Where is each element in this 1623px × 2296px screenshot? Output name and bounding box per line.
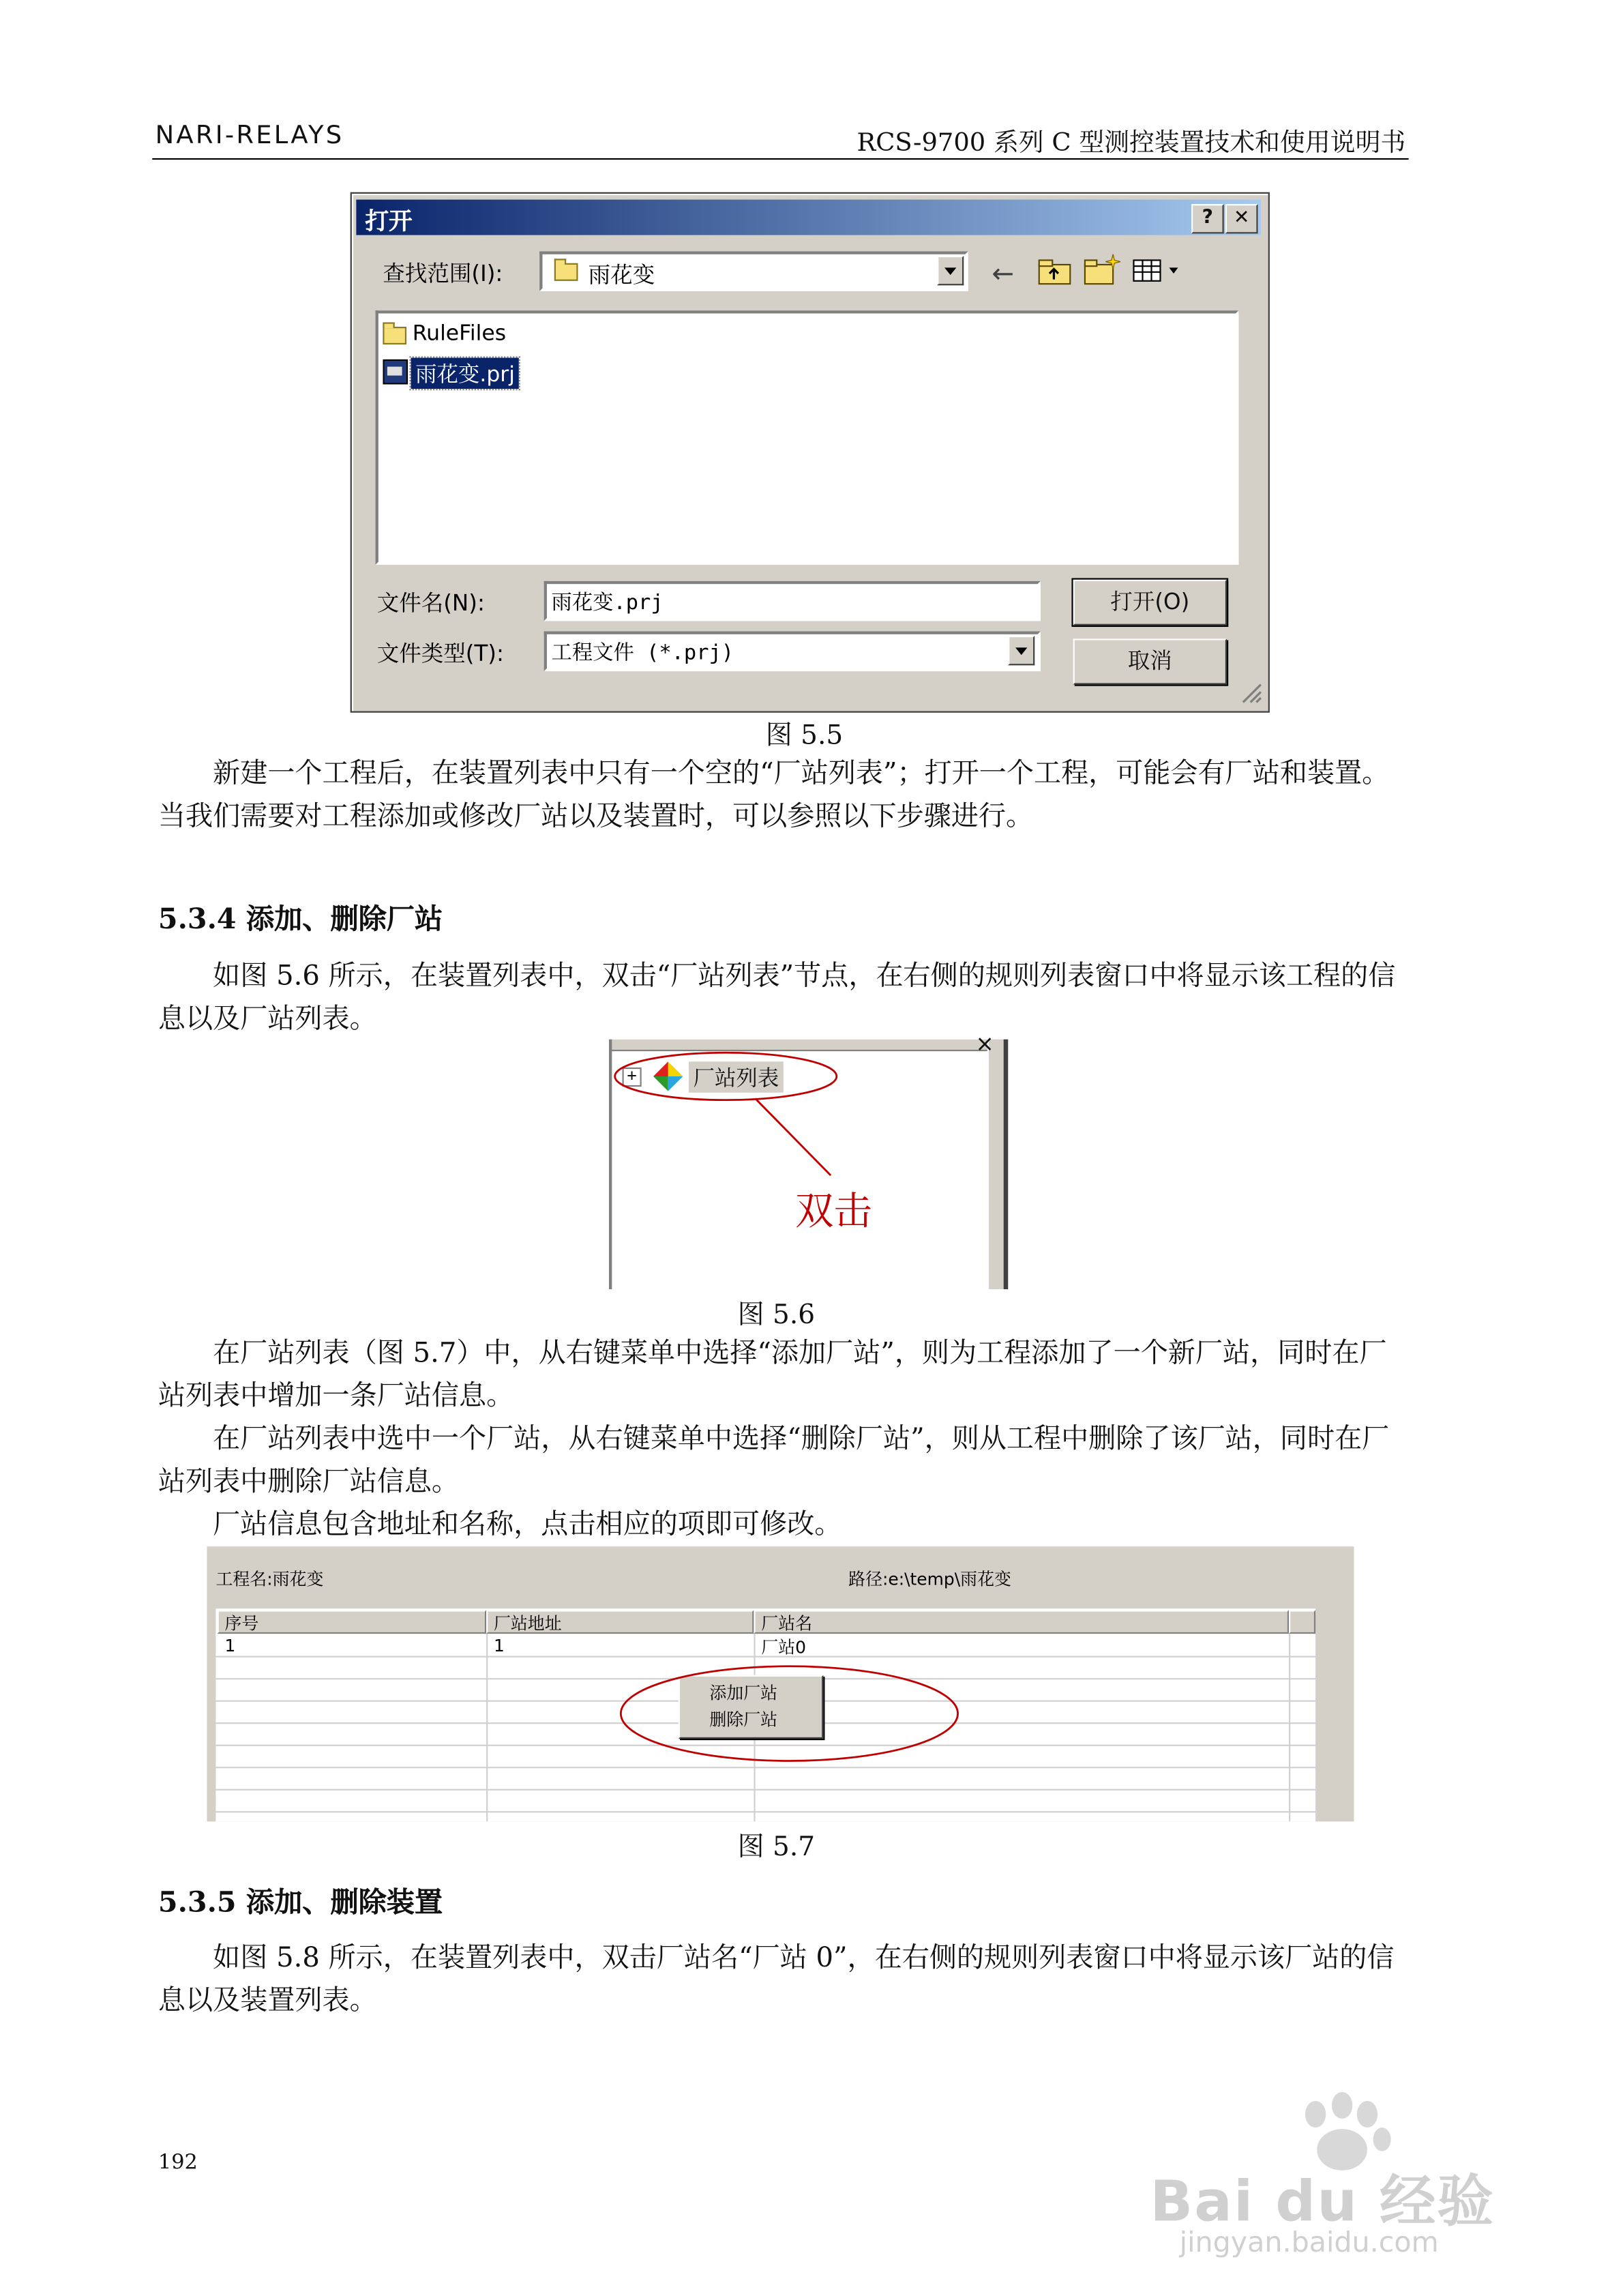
lookin-label: 查找范围(I):	[383, 260, 503, 287]
grid-line	[1289, 1634, 1290, 1821]
resize-grip-icon[interactable]	[1238, 680, 1262, 704]
header-title: RCS-9700 系列 C 型测控装置技术和使用说明书	[857, 128, 1406, 158]
folder-icon	[554, 263, 578, 281]
tree-expand-icon[interactable]: +	[623, 1068, 642, 1087]
section-heading: 5.3.4 添加、删除厂站	[158, 903, 443, 937]
up-folder-icon[interactable]	[1038, 256, 1073, 285]
paragraph: 如图 5.6 所示，在装置列表中，双击“厂站列表”节点，在右侧的规则列表窗口中将显示该工程的信息以及厂站列表。	[158, 960, 1396, 1035]
paragraph: 新建一个工程后，在装置列表中只有一个空的“厂站列表”；打开一个工程，可能会有厂站和装置。当我们需要对工程添加或修改厂站以及装置时，可以参照以下步骤进行。	[158, 758, 1390, 833]
figure-caption: 图 5.5	[765, 720, 844, 752]
project-name-label: 工程名:雨花变	[215, 1568, 324, 1590]
dialog-title: 打开	[365, 207, 413, 235]
cell-index[interactable]: 1	[224, 1635, 236, 1656]
filename-label: 文件名(N):	[376, 589, 485, 617]
file-item-rulefiles[interactable]: RuleFiles	[412, 322, 507, 347]
annotation-overlay	[609, 1040, 1008, 1289]
paragraph: 在厂站列表（图 5.7）中，从右键菜单中选择“添加厂站”，则为工程添加了一个新厂站，同时在厂站列表中增加一条厂站信息。	[158, 1338, 1387, 1412]
back-arrow-icon[interactable]: ←	[992, 259, 1015, 290]
menu-item-add-station[interactable]: 添加厂站	[709, 1682, 778, 1703]
paragraph: 在厂站列表中选中一个厂站，从右键菜单中选择“删除厂站”，则从工程中删除了该厂站，同时在厂站列表中删除厂站信息。	[158, 1424, 1390, 1498]
filetype-label: 文件类型(T):	[376, 640, 504, 667]
cancel-button[interactable]: 取消	[1073, 638, 1227, 684]
header-left: NARI-RELAYS	[155, 121, 344, 151]
menu-item-delete-station[interactable]: 删除厂站	[709, 1709, 778, 1730]
folder-icon	[383, 327, 406, 344]
column-header-filler	[1289, 1610, 1315, 1634]
grid-line	[215, 1811, 1315, 1812]
paragraph: 如图 5.8 所示，在装置列表中，双击厂站名“厂站 0”，在右侧的规则列表窗口中将显示该厂站的信息以及装置列表。	[158, 1943, 1395, 2017]
figure-caption: 图 5.7	[737, 1831, 816, 1864]
paragraph: 厂站信息包含地址和名称，点击相应的项即可修改。	[213, 1510, 842, 1541]
annotation-double-click: 双击	[795, 1190, 872, 1235]
view-menu-icon[interactable]	[1132, 257, 1185, 284]
grid-line	[215, 1789, 1315, 1791]
baidu-watermark	[1150, 2085, 1534, 2268]
cell-address[interactable]: 1	[493, 1635, 505, 1656]
column-header-index: 序号	[224, 1613, 259, 1634]
page-number: 192	[158, 2151, 198, 2175]
annotation-ellipse	[618, 1662, 967, 1768]
figure-caption: 图 5.6	[737, 1299, 816, 1331]
filename-value: 雨花变.prj	[551, 591, 664, 615]
project-file-icon	[383, 359, 408, 385]
dialog-titlebar	[356, 200, 1261, 235]
tree-close-icon[interactable]: ×	[975, 1030, 994, 1057]
tree-node-station-list[interactable]: 厂站列表	[689, 1061, 784, 1093]
header-rule	[152, 158, 1408, 160]
file-list[interactable]	[376, 310, 1239, 565]
column-header[interactable]	[754, 1610, 1289, 1634]
section-heading: 5.3.5 添加、删除装置	[158, 1886, 443, 1919]
watermark-url: jingyan.baidu.com	[1179, 2226, 1439, 2259]
open-button[interactable]: 打开(O)	[1073, 580, 1227, 625]
watermark-brand: Bai du 经验	[1150, 2168, 1495, 2235]
close-button[interactable]: ✕	[1225, 204, 1258, 233]
project-path-label: 路径:e:\temp\雨花变	[848, 1568, 1011, 1590]
file-item-selected[interactable]: 雨花变.prj	[411, 358, 520, 389]
new-folder-icon[interactable]	[1084, 253, 1122, 286]
column-header-address: 厂站地址	[493, 1613, 562, 1634]
filetype-value: 工程文件 (*.prj)	[551, 641, 734, 666]
grid-line	[486, 1634, 488, 1821]
filetype-dropdown-button[interactable]	[1008, 636, 1034, 665]
column-header-name: 厂站名	[761, 1613, 813, 1634]
help-button[interactable]: ?	[1191, 204, 1224, 233]
lookin-value: 雨花变	[588, 261, 655, 289]
lookin-dropdown-button[interactable]	[937, 256, 964, 285]
cell-name[interactable]: 厂站0	[761, 1636, 806, 1658]
